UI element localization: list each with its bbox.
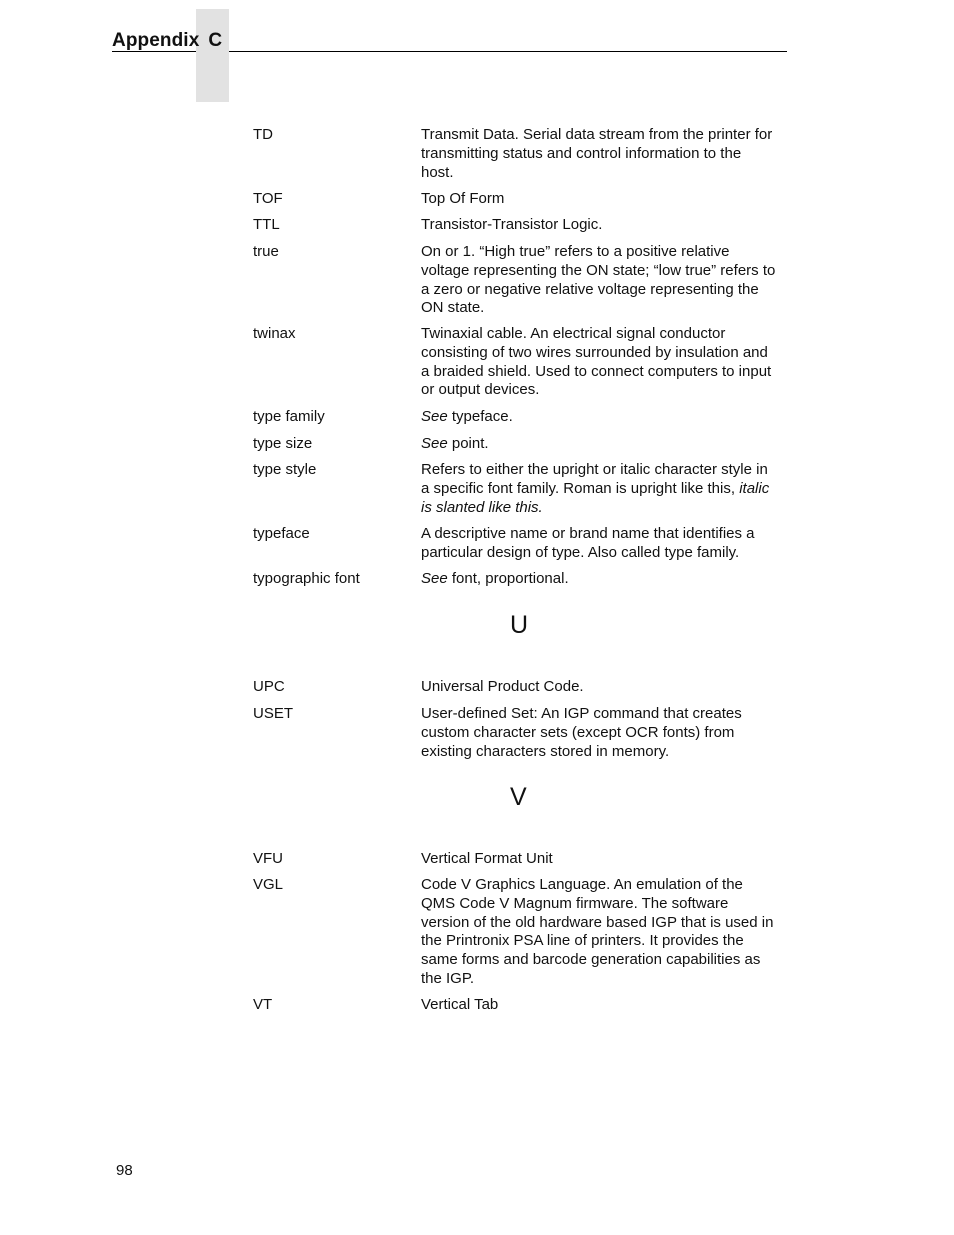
glossary-term: true	[253, 243, 279, 260]
running-header	[112, 30, 222, 52]
definition-line: a braided shield. Used to connect computers to input	[421, 362, 772, 380]
definition-line: same forms and barcode generation capabilities as	[421, 951, 761, 969]
see-reference: See	[421, 570, 448, 587]
definition-line: Transmit Data. Serial data stream from the printer for	[421, 126, 773, 143]
glossary-definition	[421, 570, 787, 589]
definition-line: Code V Graphics Language. An emulation of the	[421, 876, 743, 893]
glossary-term: VFU	[253, 850, 283, 867]
glossary-definition	[421, 678, 787, 697]
definition-line: Vertical Format Unit	[421, 850, 553, 867]
glossary-term: type size	[253, 435, 313, 452]
section-heading-v: V	[510, 783, 527, 811]
page-number: 98	[116, 1162, 133, 1179]
definition-line: existing characters stored in memory.	[421, 742, 670, 760]
glossary-definition	[421, 435, 787, 454]
definition-line: Refers to either the upright or italic character style in	[421, 461, 768, 478]
definition-line: A descriptive name or brand name that identifies a	[421, 525, 755, 542]
section-heading-u: U	[510, 611, 529, 639]
definition-line: or output devices.	[421, 381, 540, 399]
reference-target: font, proportional.	[447, 570, 569, 587]
definition-italic-text: is slanted like this.	[421, 498, 543, 516]
glossary-definition	[421, 126, 787, 182]
definition-line: transmitting status and control information to the	[421, 144, 742, 162]
glossary-term: TTL	[253, 216, 280, 233]
definition-line: ON state.	[421, 299, 485, 317]
glossary-term: type family	[253, 408, 325, 425]
see-reference: See	[421, 408, 448, 425]
definition-line: Universal Product Code.	[421, 678, 584, 695]
definition-line: Twinaxial cable. An electrical signal conductor	[421, 325, 726, 342]
definition-line: the IGP.	[421, 969, 475, 987]
header-rule-left	[112, 51, 196, 52]
definition-line: User-defined Set: An IGP command that creates	[421, 705, 742, 722]
glossary-definition	[421, 408, 787, 427]
definition-line: voltage representing the ON state; “low true” refers to	[421, 261, 776, 279]
reference-target: typeface.	[447, 408, 513, 425]
definition-line: Transistor-Transistor Logic.	[421, 216, 603, 233]
appendix-tab-marker	[196, 9, 229, 102]
glossary-definition	[421, 325, 787, 400]
appendix-letter: C	[208, 30, 223, 51]
glossary-definition	[421, 525, 787, 563]
appendix-label: Appendix	[112, 30, 200, 51]
header-rule	[229, 51, 787, 52]
glossary-definition	[421, 705, 787, 761]
definition-text: a specific font family. Roman is upright like this,	[421, 479, 740, 497]
glossary-definition	[421, 876, 787, 989]
definition-line: a zero or negative relative voltage representing the	[421, 280, 759, 298]
definition-line: version of the old hardware based IGP that is used in	[421, 913, 774, 931]
definition-line	[421, 480, 787, 499]
definition-italic-text: italic	[739, 479, 770, 497]
definition-line: the Printronix PSA line of printers. It provides the	[421, 932, 744, 950]
glossary-definition	[421, 461, 787, 517]
glossary-term: twinax	[253, 325, 296, 342]
glossary-definition	[421, 216, 787, 235]
definition-line: Top Of Form	[421, 190, 505, 207]
reference-target: point.	[447, 435, 489, 452]
glossary-definition	[421, 243, 787, 318]
glossary-definition	[421, 190, 787, 209]
definition-line: host.	[421, 163, 454, 181]
glossary-term: TD	[253, 126, 273, 143]
definition-line: particular design of type. Also called type family.	[421, 543, 740, 561]
glossary-term: type style	[253, 461, 317, 478]
glossary-definition	[421, 996, 787, 1015]
definition-line	[421, 499, 787, 518]
glossary-definition	[421, 850, 787, 869]
glossary-term: USET	[253, 705, 294, 722]
see-reference: See	[421, 435, 448, 452]
glossary-term: typeface	[253, 525, 310, 542]
glossary-term: VGL	[253, 876, 284, 893]
definition-line: On or 1. “High true” refers to a positive relative	[421, 243, 730, 260]
definition-line: consisting of two wires surrounded by insulation and	[421, 343, 768, 361]
glossary-term: TOF	[253, 190, 283, 207]
definition-line: Vertical Tab	[421, 996, 499, 1013]
definition-line: QMS Code V Magnum firmware. The software	[421, 894, 729, 912]
glossary-term: UPC	[253, 678, 285, 695]
glossary-term: VT	[253, 996, 273, 1013]
glossary-term: typographic font	[253, 570, 360, 587]
definition-line: custom character sets (except OCR fonts) from	[421, 723, 735, 741]
